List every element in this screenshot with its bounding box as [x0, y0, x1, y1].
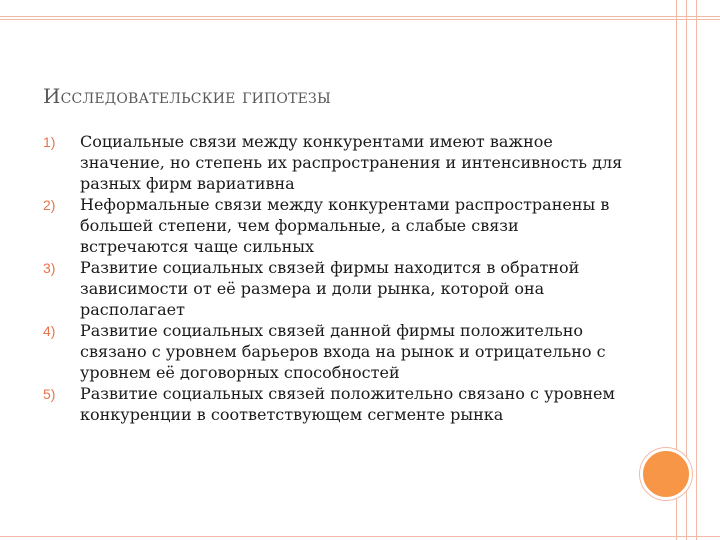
list-item-number: 2)	[43, 197, 56, 213]
list-item	[43, 320, 623, 383]
list-item-text: Социальные связи между конкурентами имеют важное значение, но степень их распространения и интенсивность для разных фирм вариативна	[80, 132, 623, 193]
list-item-number: 4)	[43, 323, 56, 339]
list-item-text: Развитие социальных связей данной фирмы положительно связано с уровнем барьеров входа на рынок и отрицательно с уровнем её договорных способностей	[80, 321, 606, 382]
decorative-rule-bottom	[0, 536, 720, 537]
list-item	[43, 257, 623, 320]
decorative-rule-right-3	[696, 0, 697, 540]
list-item-text: Развитие социальных связей положительно связано с уровнем конкуренции в соответствующем сегменте рынка	[80, 384, 615, 424]
list-item-text: Развитие социальных связей фирмы находится в обратной зависимости от её размера и доли рынка, которой она располагает	[80, 258, 580, 319]
list-item	[43, 194, 623, 257]
list-item-number: 5)	[43, 386, 56, 402]
decorative-circle	[640, 448, 692, 500]
list-item-number: 3)	[43, 260, 56, 276]
list-item	[43, 383, 623, 425]
hypotheses-list	[43, 131, 623, 425]
list-item-text: Неформальные связи между конкурентами распространены в большей степени, чем формальные, а слабые связи встречаются чаще сильных	[80, 195, 610, 256]
list-item	[43, 131, 623, 194]
list-item-number: 1)	[43, 134, 56, 150]
decorative-rule-top-2	[0, 19, 720, 20]
decorative-rule-top-1	[0, 16, 720, 17]
slide-title: Исследовательские гипотезы	[43, 84, 331, 108]
